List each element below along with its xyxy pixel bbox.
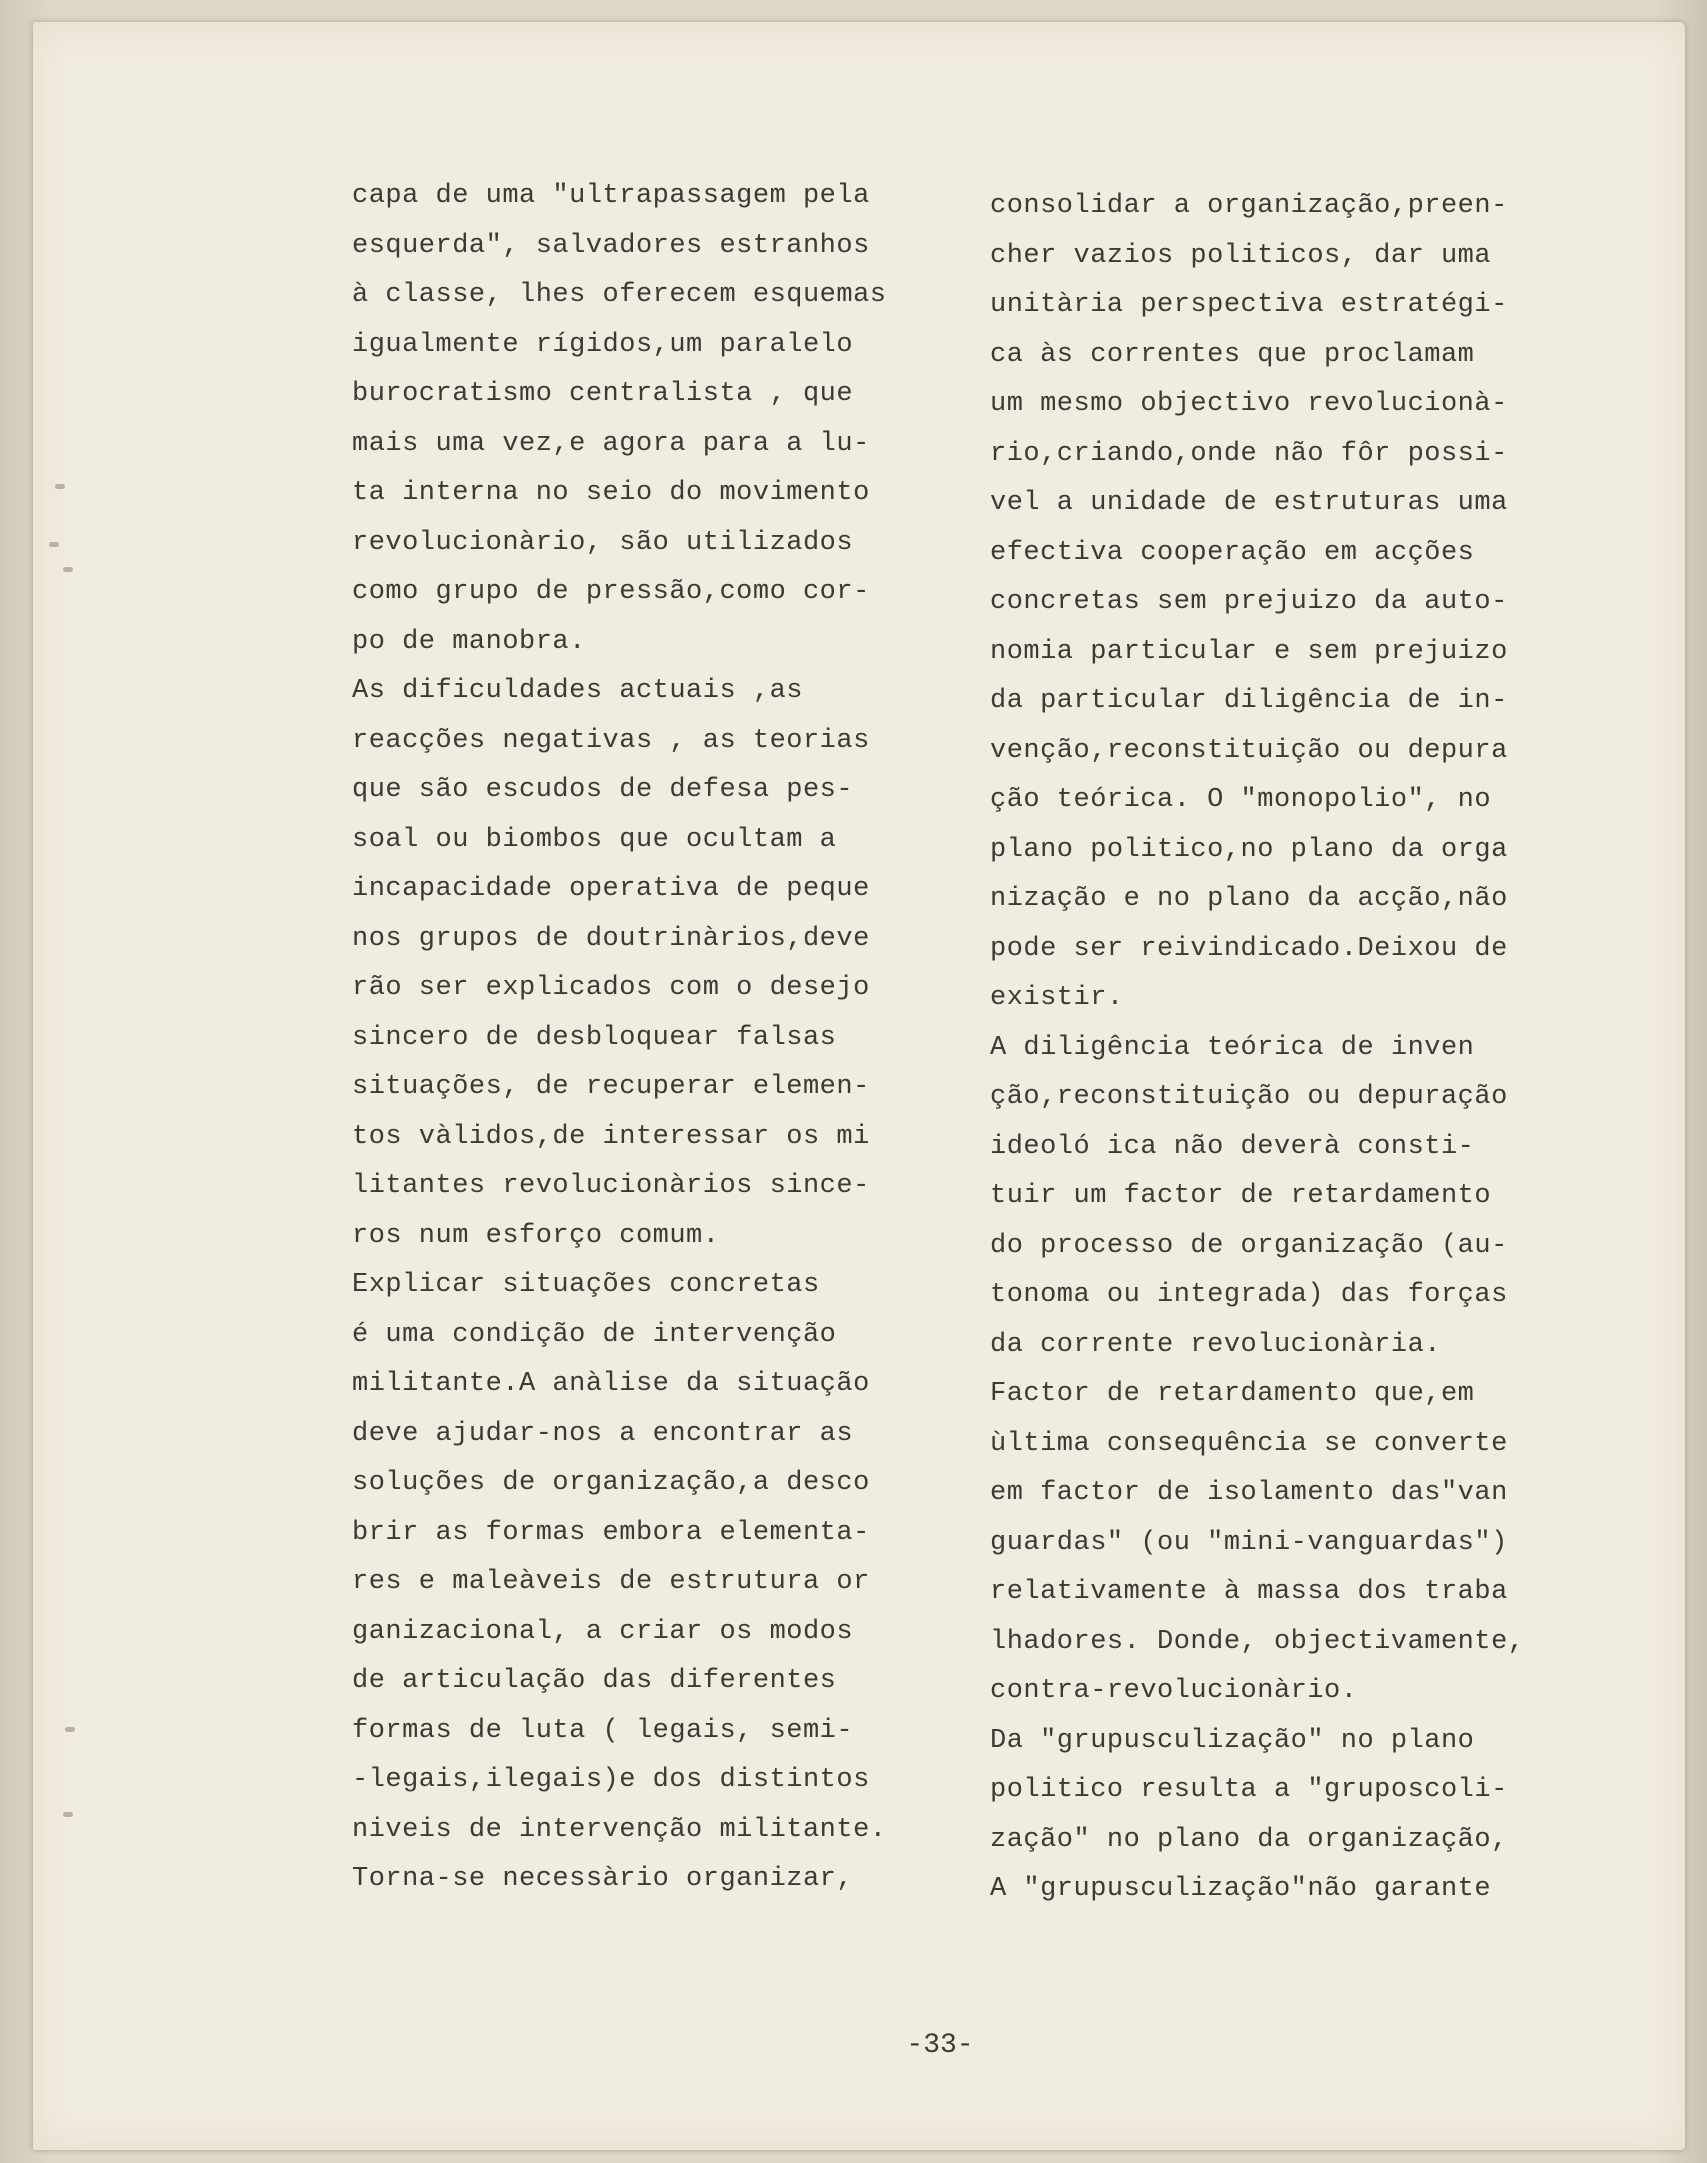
text-line: Factor de retardamento que,em [990,1379,1475,1409]
text-line: guardas" (ou "mini-vanguardas") [990,1527,1508,1558]
text-line: de articulação das diferentes [352,1666,837,1696]
text-line: capa de uma "ultrapassagem pela [352,181,870,211]
punch-mark [65,1727,75,1732]
right-text-column [990,182,1570,1915]
text-line: -legais,ilegais)e dos distintos [352,1765,870,1795]
text-line: A "grupusculização"não garante [990,1874,1492,1904]
text-line: nos grupos de doutrinàrios,deve [352,923,870,954]
text-line: à classe, lhes oferecem esquemas [352,280,887,310]
text-line: do processo de organização (au- [990,1230,1508,1261]
text-line: rio,criando,onde não fôr possi- [990,438,1508,469]
text-line: relativamente à massa dos traba [990,1577,1508,1607]
text-line: existir. [990,983,1124,1013]
text-line: ta interna no seio do movimento [352,478,870,508]
text-line: tonoma ou integrada) das forças [990,1280,1508,1310]
text-line: que são escudos de defesa pes- [352,775,854,805]
text-line: brir as formas embora elementa- [352,1517,870,1548]
text-line: pode ser reivindicado.Deixou de [990,933,1508,964]
text-line: deve ajudar-nos a encontrar as [352,1418,854,1449]
text-line: em factor de isolamento das"van [990,1478,1508,1508]
text-line: litantes revolucionàrios since- [352,1171,870,1201]
text-line: soal ou biombos que ocultam a [352,824,837,855]
text-line: res e maleàveis de estrutura or [352,1567,870,1597]
text-line: situações, de recuperar elemen- [352,1072,870,1102]
text-line: nomia particular e sem prejuizo [990,636,1508,667]
text-line: contra-revolucionàrio. [990,1676,1358,1706]
page-number: -33- [906,2030,974,2061]
text-line: da particular diligência de in- [990,686,1508,716]
text-line: da corrente revolucionària. [990,1329,1441,1360]
text-line: zação" no plano da organização, [990,1824,1508,1855]
text-line: tuir um factor de retardamento [990,1181,1492,1211]
text-line: ganizacional, a criar os modos [352,1616,854,1647]
text-line: As dificuldades actuais ,as [352,676,803,706]
text-line: consolidar a organização,preen- [990,191,1508,221]
punch-mark [63,567,73,572]
text-line: incapacidade operativa de peque [352,874,870,904]
text-line: reacções negativas , as teorias [352,725,870,756]
text-line: Explicar situações concretas [352,1270,820,1300]
punch-mark [63,1812,73,1817]
text-line: ção,reconstituição ou depuração [990,1082,1508,1112]
text-line: niveis de intervenção militante. [352,1814,887,1845]
text-line: lhadores. Donde, objectivamente, [990,1626,1525,1657]
text-line: ùltima consequência se converte [990,1428,1508,1459]
text-line: concretas sem prejuizo da auto- [990,587,1508,617]
text-line: vel a unidade de estruturas uma [990,488,1508,518]
text-line: burocratismo centralista , que [352,379,854,409]
text-line: militante.A anàlise da situação [352,1369,870,1399]
text-line: politico resulta a "gruposcoli- [990,1775,1508,1805]
text-line: plano politico,no plano da orga [990,834,1508,865]
text-line: igualmente rígidos,um paralelo [352,329,854,360]
text-line: sincero de desbloquear falsas [352,1022,837,1053]
punch-mark [55,484,65,489]
text-line: um mesmo objectivo revolucionà- [990,389,1508,419]
text-line: formas de luta ( legais, semi- [352,1715,854,1746]
text-line: tos vàlidos,de interessar os mi [352,1121,870,1152]
text-line: efectiva cooperação em acções [990,537,1475,568]
text-line: venção,reconstituição ou depura [990,735,1508,766]
text-line: Torna-se necessàrio organizar, [352,1864,854,1894]
text-line: rão ser explicados com o desejo [352,973,870,1003]
text-line: nização e no plano da acção,não [990,884,1508,914]
text-line: soluções de organização,a desco [352,1468,870,1498]
text-line: ção teórica. O "monopolio", no [990,785,1492,815]
text-line: como grupo de pressão,como cor- [352,577,870,607]
text-line: cher vazios politicos, dar uma [990,240,1492,271]
text-line: A diligência teórica de inven [990,1032,1475,1063]
text-line: unitària perspectiva estratégi- [990,290,1508,320]
text-line: ca às correntes que proclamam [990,339,1475,370]
punch-mark [49,542,59,547]
text-line: mais uma vez,e agora para a lu- [352,428,870,459]
text-line: ros num esforço comum. [352,1220,720,1251]
text-line: revolucionàrio, são utilizados [352,527,854,558]
text-line: é uma condição de intervenção [352,1319,837,1350]
left-text-column [352,172,952,1905]
text-line: po de manobra. [352,626,586,657]
text-line: Da "grupusculização" no plano [990,1725,1475,1756]
text-line: ideoló ica não deverà consti- [990,1131,1475,1162]
text-line: esquerda", salvadores estranhos [352,230,870,261]
